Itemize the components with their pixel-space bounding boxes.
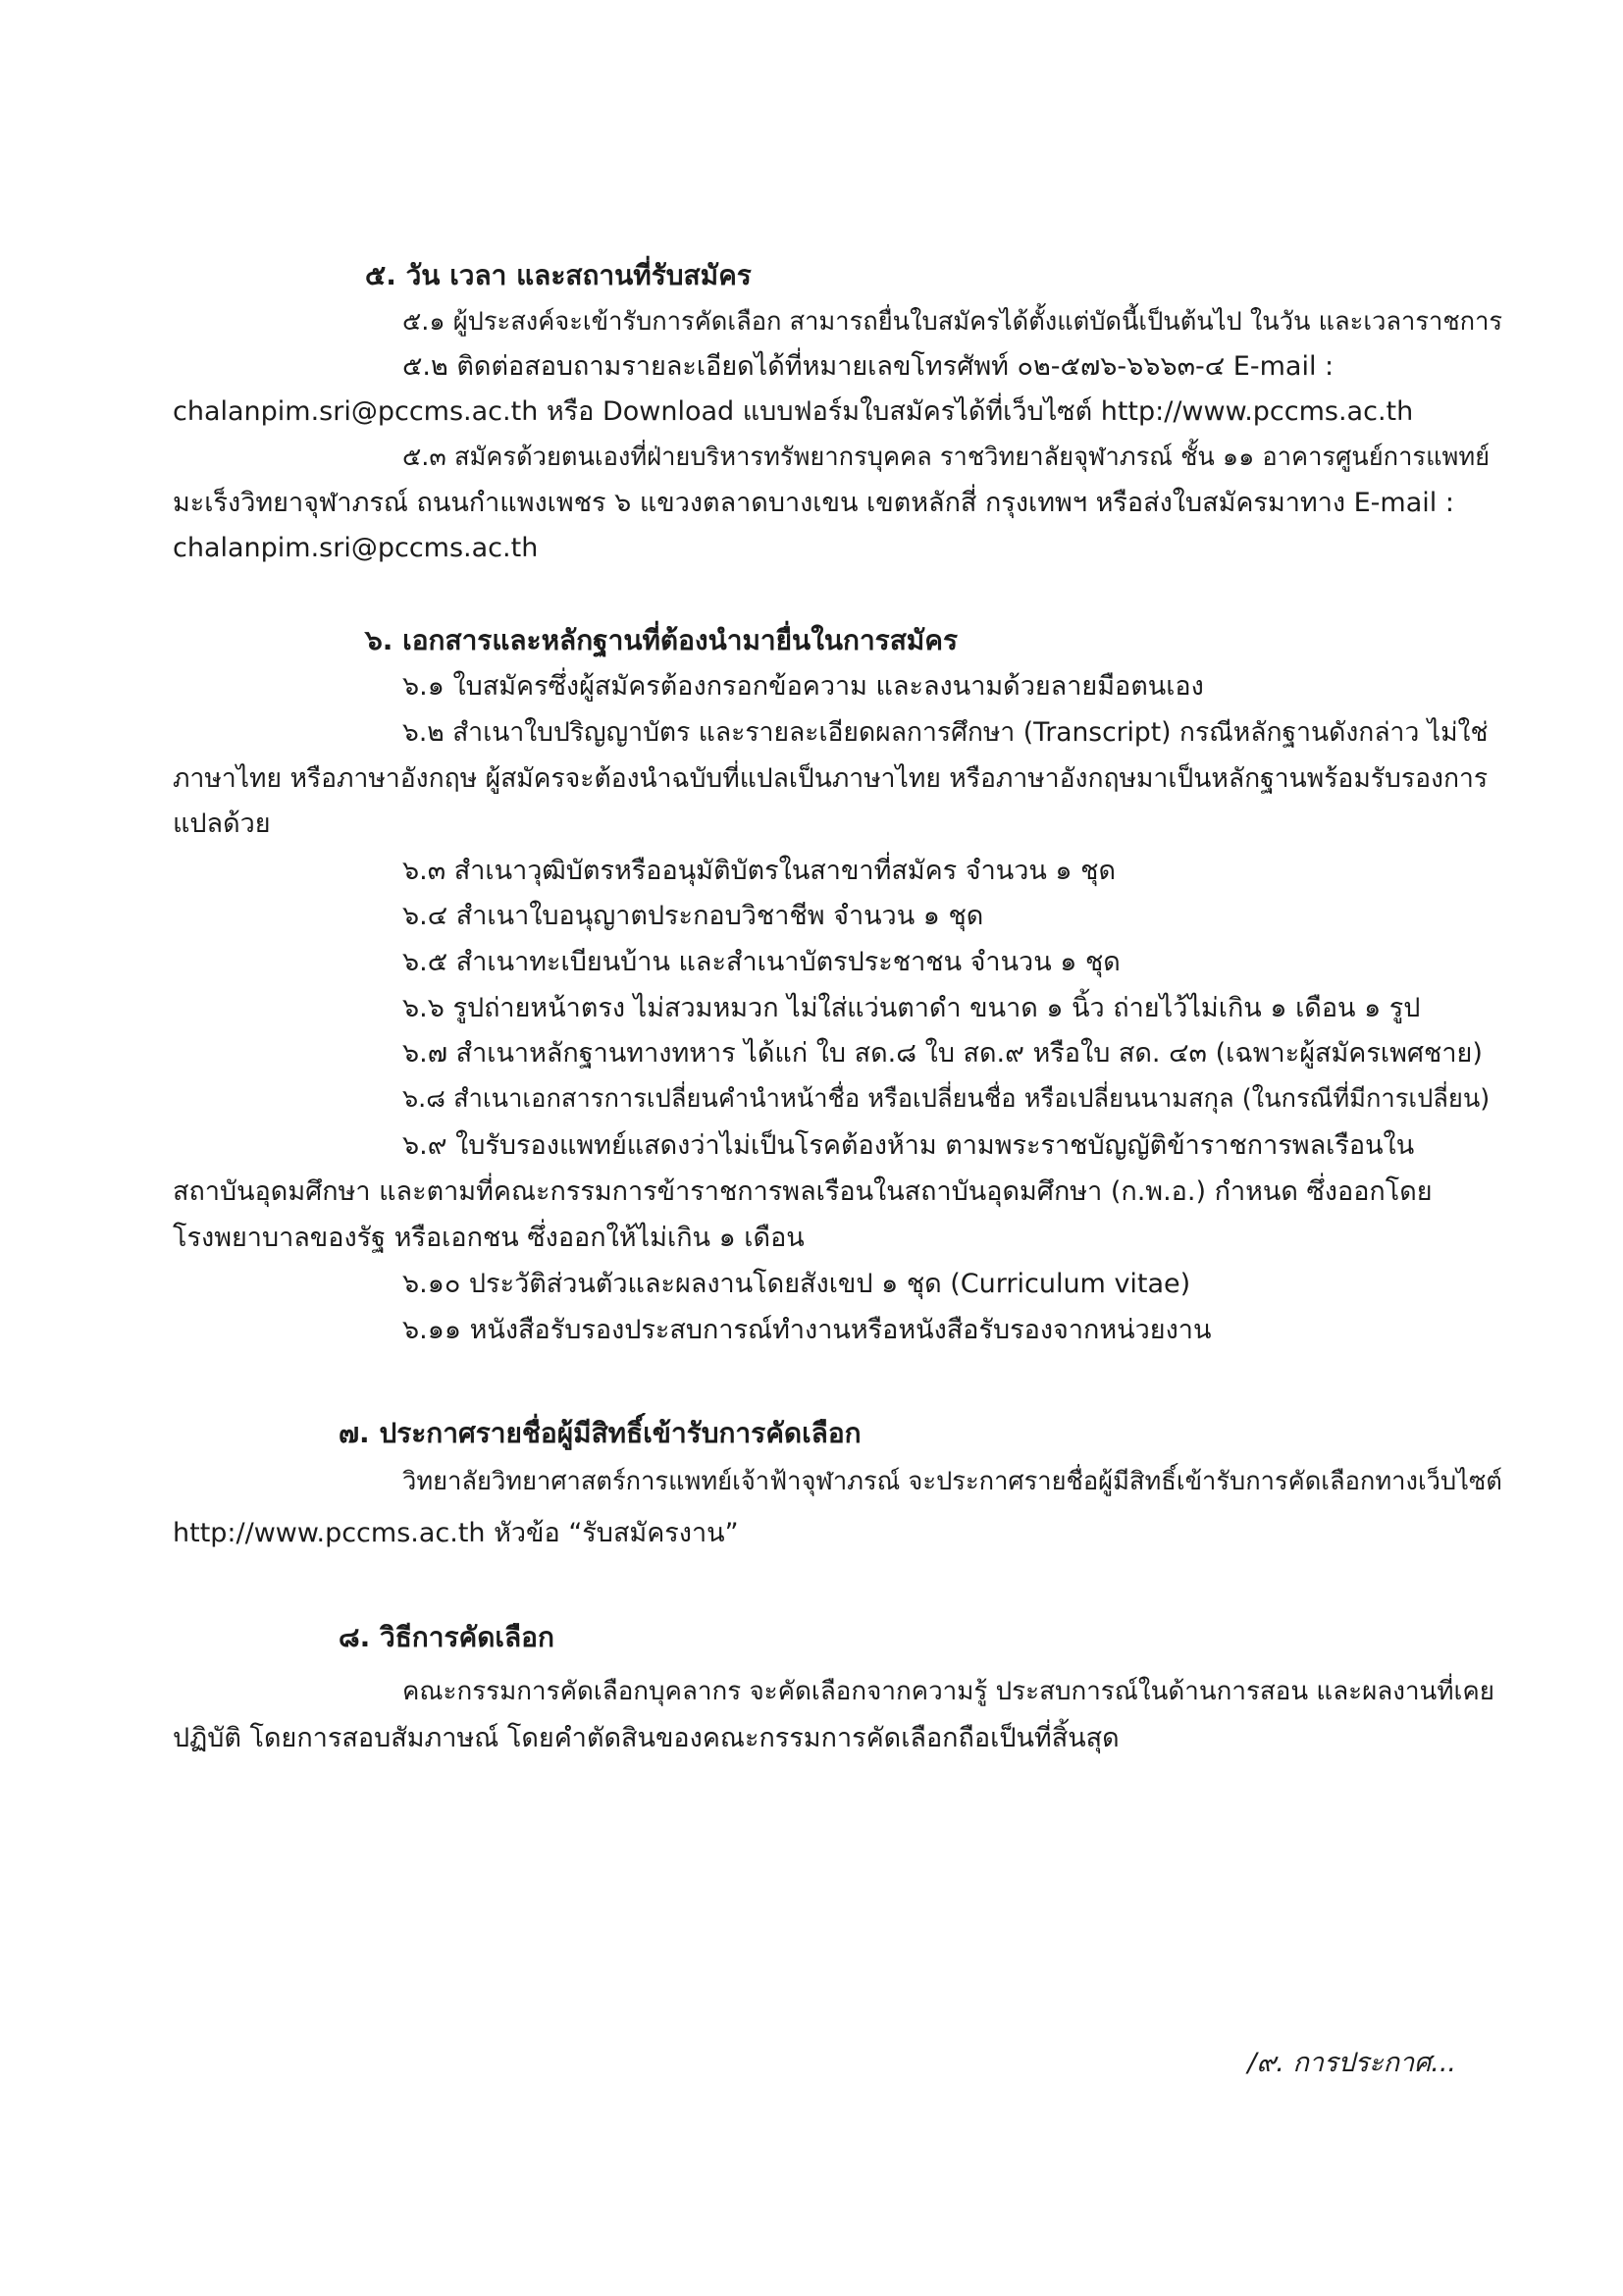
section-8-heading: ๘. วิธีการคัดเลือก [339, 1621, 554, 1653]
section-5-line: chalanpim.sri@pccms.ac.th หรือ Download แบบฟอร์มใบสมัครได้ที่เว็บไซต์ http://www.pccms.ac.th [173, 396, 1414, 427]
section-6-line: โรงพยาบาลของรัฐ หรือเอกชน ซึ่งออกให้ไม่เกิน ๑ เดือน [173, 1223, 805, 1253]
section-6-line: ๖.๓ สำเนาวุฒิบัตรหรืออนุมัติบัตรในสาขาที่สมัคร จำนวน ๑ ชุด [402, 856, 1117, 886]
section-6-line: สถาบันอุดมศึกษา และตามที่คณะกรรมการข้าราชการพลเรือนในสถาบันอุดมศึกษา (ก.พ.อ.) กำหนด ซึ่งออกโดย [173, 1176, 1433, 1207]
section-5-line: ๕.๓ สมัครด้วยตนเองที่ฝ่ายบริหารทรัพยากรบุคคล ราชวิทยาลัยจุฬาภรณ์ ชั้น ๑๑ อาคารศูนย์การแพทย์ [402, 443, 1491, 472]
section-7-heading: ๗. ประกาศรายชื่อผู้มีสิทธิ์เข้ารับการคัดเลือก [339, 1417, 862, 1449]
section-5-line: มะเร็งวิทยาจุฬาภรณ์ ถนนกำแพงเพชร ๖ แขวงตลาดบางเขน เขตหลักสี่ กรุงเทพฯ หรือส่งใบสมัครมาทาง E-mail : [173, 488, 1454, 518]
section-6-line: ๖.๗ สำเนาหลักฐานทางทหาร ได้แก่ ใบ สด.๘ ใบ สด.๙ หรือใบ สด. ๔๓ (เฉพาะผู้สมัครเพศชาย) [402, 1038, 1483, 1069]
section-7-line: วิทยาลัยวิทยาศาสตร์การแพทย์เจ้าฟ้าจุฬาภรณ์ จะประกาศรายชื่อผู้มีสิทธิ์เข้ารับการคัดเลือกทางเว็บไซต์ [402, 1467, 1502, 1496]
section-6-line: ๖.๖ รูปถ่ายหน้าตรง ไม่สวมหมวก ไม่ใส่แว่นตาดำ ขนาด ๑ นิ้ว ถ่ายไว้ไม่เกิน ๑ เดือน ๑ รูป [402, 993, 1421, 1023]
section-5-line: ๕.๑ ผู้ประสงค์จะเข้ารับการคัดเลือก สามารถยื่นใบสมัครได้ตั้งแต่บัดนี้เป็นต้นไป ในวัน และเวลาราชการ [402, 307, 1503, 337]
section-5-heading: ๕. วัน เวลา และสถานที่รับสมัคร [365, 259, 752, 291]
section-6-line: ๖.๕ สำเนาทะเบียนบ้าน และสำเนาบัตรประชาชน จำนวน ๑ ชุด [402, 947, 1121, 977]
section-6-line: ภาษาไทย หรือภาษาอังกฤษ ผู้สมัครจะต้องนำฉบับที่แปลเป็นภาษาไทย หรือภาษาอังกฤษมาเป็นหลักฐานพร้อมรับรองการ [173, 763, 1489, 794]
section-6-heading: ๖. เอกสารและหลักฐานที่ต้องนำมายื่นในการสมัคร [365, 624, 959, 656]
section-5-line: ๕.๒ ติดต่อสอบถามรายละเอียดได้ที่หมายเลขโทรศัพท์ ๐๒-๕๗๖-๖๖๖๓-๔ E-mail : [402, 351, 1335, 382]
section-6-line: ๖.๘ สำเนาเอกสารการเปลี่ยนคำนำหน้าชื่อ หรือเปลี่ยนชื่อ หรือเปลี่ยนนามสกุล (ในกรณีที่มีการเปลี่ยน) [402, 1084, 1491, 1114]
section-6-line: แปลด้วย [173, 809, 271, 839]
section-6-line: ๖.๒ สำเนาใบปริญญาบัตร และรายละเอียดผลการศึกษา (Transcript) กรณีหลักฐานดังกล่าว ไม่ใช่ [402, 717, 1489, 748]
continuation-footer: /๙. การประกาศ... [1247, 2048, 1456, 2078]
section-6-line: ๖.๙ ใบรับรองแพทย์แสดงว่าไม่เป็นโรคต้องห้าม ตามพระราชบัญญัติข้าราชการพลเรือนใน [402, 1130, 1415, 1161]
section-6-line: ๖.๑ ใบสมัครซึ่งผู้สมัครต้องกรอกข้อความ และลงนามด้วยลายมือตนเอง [402, 671, 1204, 702]
section-8-line: ปฏิบัติ โดยการสอบสัมภาษณ์ โดยคำตัดสินของคณะกรรมการคัดเลือกถือเป็นที่สิ้นสุด [173, 1723, 1120, 1753]
section-8-line: คณะกรรมการคัดเลือกบุคลากร จะคัดเลือกจากความรู้ ประสบการณ์ในด้านการสอน และผลงานที่เคย [402, 1677, 1494, 1706]
section-7-line: http://www.pccms.ac.th หัวข้อ “รับสมัครงาน” [173, 1518, 739, 1548]
section-6-line: ๖.๑๑ หนังสือรับรองประสบการณ์ทำงานหรือหนังสือรับรองจากหน่วยงาน [402, 1315, 1212, 1345]
section-5-line: chalanpim.sri@pccms.ac.th [173, 533, 539, 563]
section-6-line: ๖.๔ สำเนาใบอนุญาตประกอบวิชาชีพ จำนวน ๑ ชุด [402, 901, 984, 931]
section-6-line: ๖.๑๐ ประวัติส่วนตัวและผลงานโดยสังเขป ๑ ชุด (Curriculum vitae) [402, 1269, 1191, 1299]
